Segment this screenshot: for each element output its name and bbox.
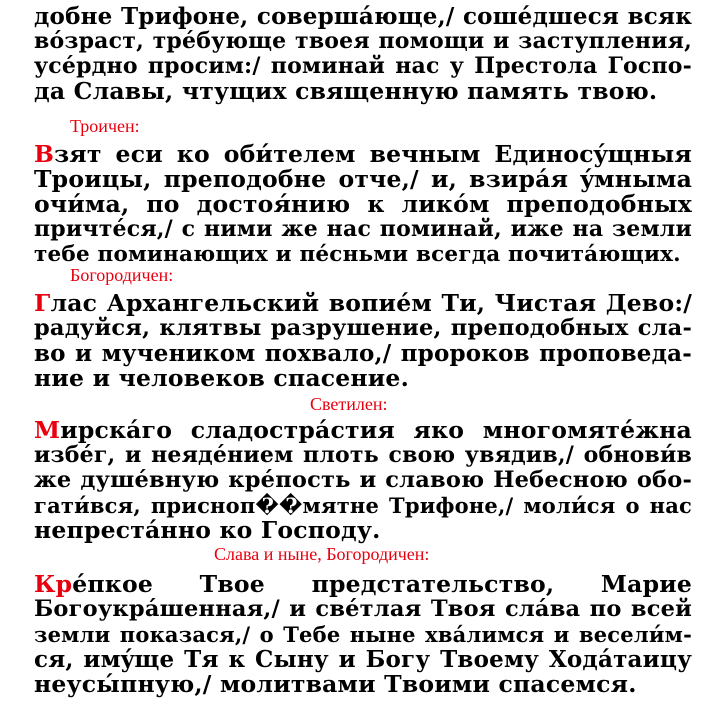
text-line: неусы́пную,/ молитвами Твоими спасемся. [34, 670, 637, 698]
red-initial-letter: Кр [34, 570, 73, 598]
troichen-text-block [34, 142, 692, 267]
text-line: да Славы, чтущих священную память твою. [34, 77, 658, 105]
text-line: гати́вся, присноп��мятне Трифоне,/ моли́ся о нас [34, 493, 692, 518]
bogorodichen-text-block [34, 291, 692, 391]
svetilen-text-block [34, 418, 692, 543]
section-heading-troichen: Троичен: [70, 116, 140, 136]
text-line: Мирскáго сладострáстия яко многомятéжна [34, 416, 692, 444]
section-heading-svetilen: Светилен: [310, 394, 388, 414]
text-line: Крéпкое Твое предстательство, Марие [34, 570, 692, 598]
text-line: ние и человеков спасение. [34, 364, 409, 392]
text-line: вóзраст, трéбующе твоея помощи и заступления, [34, 28, 692, 54]
text-line: очи́ма, по достоя́нию к ликóм преподобных [34, 190, 692, 218]
red-initial-letter: М [34, 416, 61, 444]
text-line: Троицы, преподобне отче,/ и, взирáя ýмныма [34, 165, 692, 193]
red-initial-letter: В [34, 140, 55, 168]
text-line: Глас Архангельский вопиéм Ти, Чистая Дево:/ [34, 289, 692, 317]
text-line: Богоукрáшенная,/ и свéтлая Твоя слáва по всей [34, 596, 692, 622]
text-line: радуйся, клятвы разрушение, преподобных сла- [34, 315, 692, 341]
text-line: во и мучеником похвало,/ пророков проповеда- [34, 340, 692, 367]
text-line: добне Трифоне, совершáюще,/ сошéдшеся всяк [34, 3, 692, 30]
text-line: земли показася,/ о Тебе ныне хвáлимся и весели́м- [34, 622, 692, 647]
red-initial-letter: Г [34, 289, 51, 317]
troparion-text-block [34, 4, 692, 104]
slava-bogorodichen-text-block [34, 572, 692, 697]
text-line: же душéвную крéпость и славою Небесною обо- [34, 467, 692, 493]
text-line: причтéся,/ с ними же нас поминай, иже на земли [34, 216, 692, 242]
text-line: тебе поминающих и пéсньми всегда почитáющих. [34, 242, 681, 267]
text-line: ся, имýще Тя к Сыну и Богу Твоему Ходáтаицу [34, 646, 692, 673]
section-heading-bogorodichen: Богородичен: [70, 265, 174, 285]
text-line: Взят еси ко оби́телем вечным Единосýщныя [34, 140, 692, 168]
text-line: усéрдно просим:/ поминай нас у Престола Госпо- [34, 53, 692, 79]
section-heading-slava-bogorodichen: Слава и ныне, Богородичен: [214, 544, 430, 564]
text-line: избéг, и неядéнием плоть свою увядив,/ обнови́в [34, 442, 692, 468]
text-line: непрестáнно ко Господу. [34, 516, 381, 544]
